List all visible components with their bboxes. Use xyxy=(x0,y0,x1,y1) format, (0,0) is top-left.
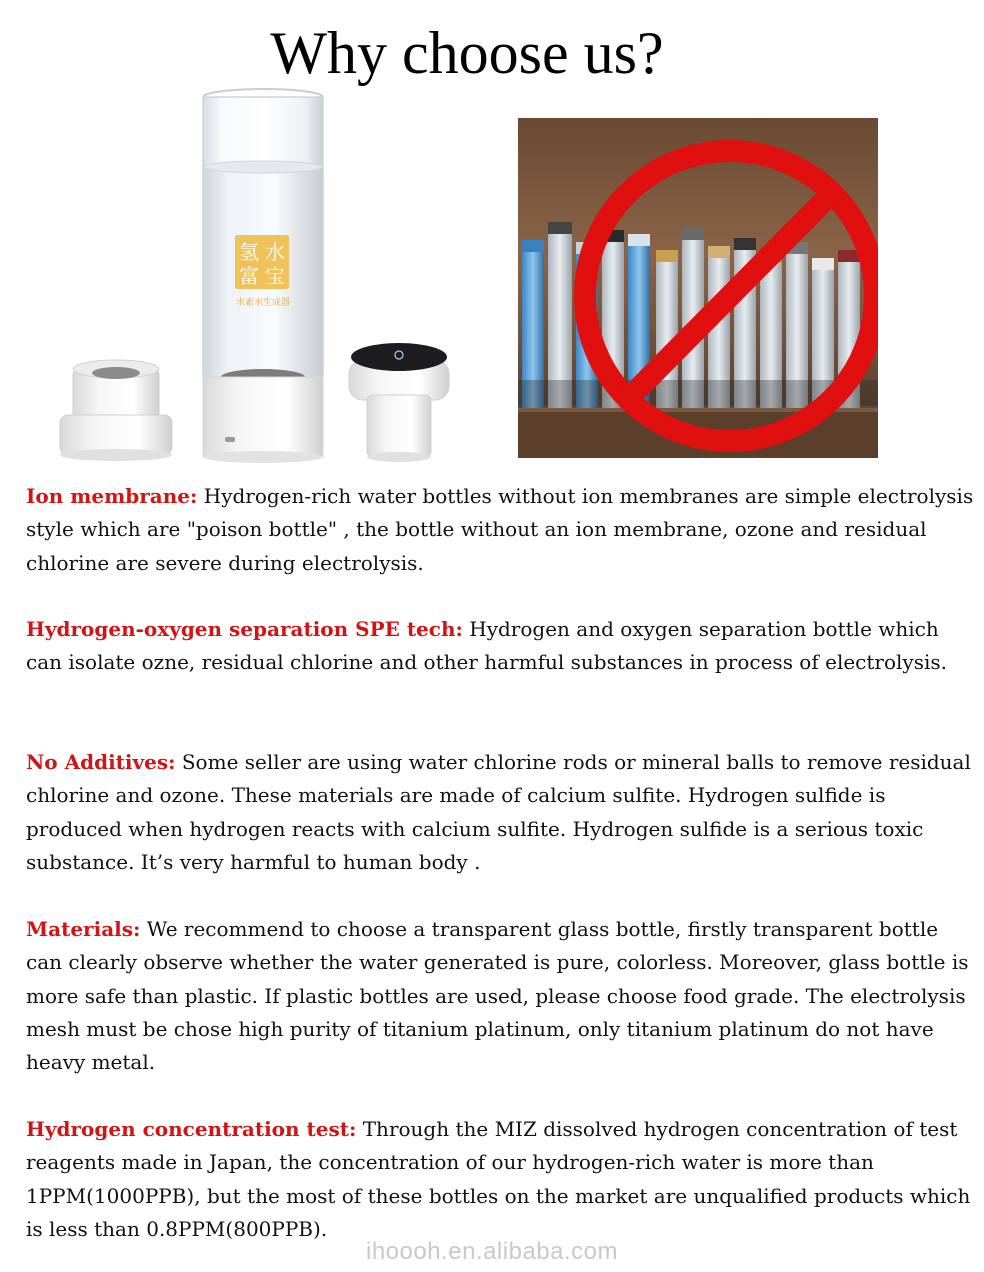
competitor-bottles-illustration xyxy=(518,118,878,458)
section-ion-membrane xyxy=(26,480,976,580)
hydrogen-bottle-illustration xyxy=(55,85,505,470)
product-photo xyxy=(55,85,505,470)
section-label: No Additives: xyxy=(26,750,176,774)
section-label: Hydrogen-oxygen separation SPE tech: xyxy=(26,617,463,641)
seal-char: 富 xyxy=(239,264,259,288)
section-materials xyxy=(26,913,976,1079)
section-concentration-test xyxy=(26,1113,976,1246)
section-text: Through the MIZ dissolved hydrogen concentration of test reagents made in Japan, the concentration of our hydrogen-rich water is more than 1PPM(1000PPB), but the most of these bottles on the market are unqualified products which is less than 0.8PPM(800PPB). xyxy=(26,1117,971,1241)
section-text: Hydrogen and oxygen separation bottle which can isolate ozne, residual chlorine and other harmful substances in process of electrolysis. xyxy=(26,617,947,675)
shelf-photo xyxy=(518,118,878,458)
seal-char: 宝 xyxy=(265,264,285,288)
section-text: Some seller are using water chlorine rods or mineral balls to remove residual chlorine and ozone. These materials are made of calcium sulfite. Hydrogen sulfide is produced when hydrogen reacts with calcium sulfite. Hydrogen sulfide is a serious toxic substance. It’s very harmful to human body . xyxy=(26,750,971,874)
page-title: Why choose us? xyxy=(270,20,664,86)
section-spe-tech xyxy=(26,613,976,680)
seal-caption: 水素水生成器 xyxy=(235,298,291,308)
section-label: Ion membrane: xyxy=(26,484,198,508)
section-label: Hydrogen concentration test: xyxy=(26,1117,357,1141)
section-no-additives xyxy=(26,746,976,879)
watermark: ihoooh.en.alibaba.com xyxy=(365,1238,618,1265)
section-label: Materials: xyxy=(26,917,141,941)
section-text: We recommend to choose a transparent glass bottle, firstly transparent bottle can clearly observe whether the water generated is pure, colorless. Moreover, glass bottle is more safe than plastic. If plastic bottles are used, please choose food grade. The electrolysis mesh must be chose high purity of titanium platinum, only titanium platinum do not have heavy metal. xyxy=(26,917,969,1075)
section-text: Hydrogen-rich water bottles without ion membranes are simple electrolysis style which are "poison bottle" , the bottle without an ion membrane, ozone and residual chlorine are severe during electrolysis. xyxy=(26,484,974,575)
seal-char: 水 xyxy=(265,240,285,264)
seal-char: 氢 xyxy=(239,240,259,264)
